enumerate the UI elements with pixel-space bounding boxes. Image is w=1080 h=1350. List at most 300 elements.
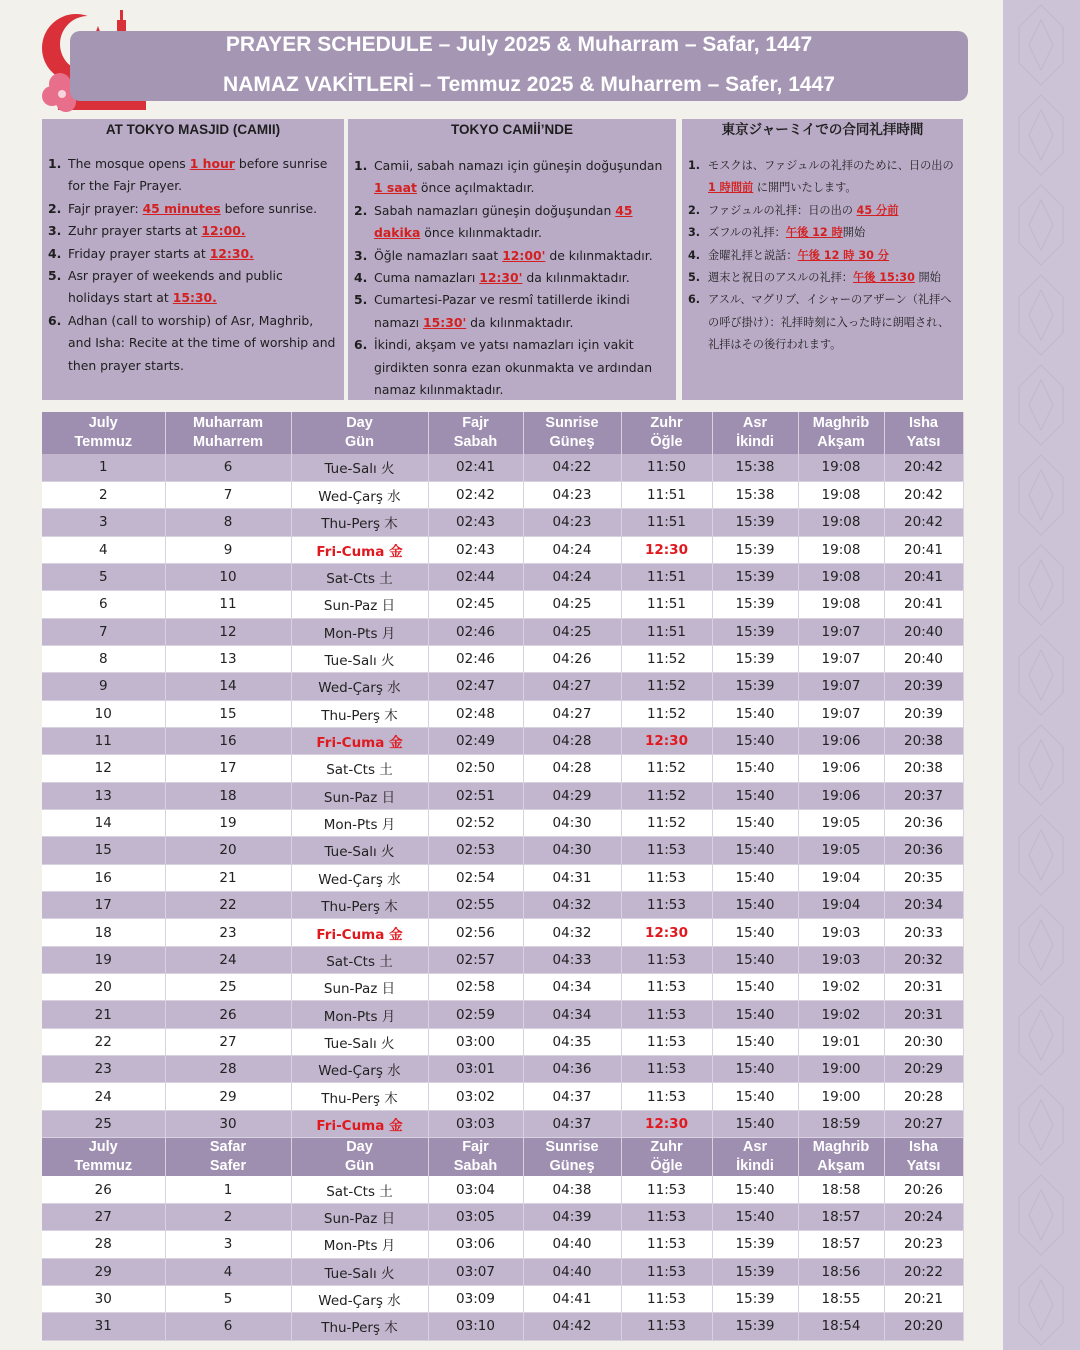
table-row <box>42 892 963 919</box>
zuhr-time-cell: 11:53 <box>621 1001 712 1028</box>
weekday-cell: Fri-Cuma 金 <box>291 727 428 754</box>
item-text <box>374 155 668 200</box>
asr-time-cell: 15:39 <box>712 645 798 672</box>
sunrise-time-cell: 04:32 <box>523 892 621 919</box>
item-text-segment: Cumartesi-Pazar ve resmî tatillerde ikindi namazı <box>374 292 630 330</box>
header-turkish: Temmuz <box>74 1158 133 1175</box>
table-row <box>42 1028 963 1055</box>
table-row <box>42 727 963 754</box>
info-list-item <box>354 245 668 267</box>
hijri-day-cell: 12 <box>165 618 291 645</box>
isha-time-cell: 20:42 <box>884 509 963 536</box>
day-of-month-cell: 3 <box>42 509 165 536</box>
info-box-title: TOKYO CAMİİ’NDE <box>450 122 573 137</box>
item-text <box>374 245 653 267</box>
item-number: 5. <box>688 271 701 285</box>
info-list-item <box>354 334 668 401</box>
day-of-month-cell: 14 <box>42 809 165 836</box>
item-text <box>708 200 898 222</box>
item-number: 4. <box>354 270 368 286</box>
asr-time-cell: 15:40 <box>712 946 798 973</box>
asr-time-cell: 15:38 <box>712 481 798 508</box>
item-text-segment: Zuhr prayer starts at <box>68 223 202 239</box>
weekday-cell: Thu-Perş 木 <box>291 1313 428 1340</box>
header-turkish: Yatsı <box>906 1158 941 1175</box>
sunrise-time-cell: 04:29 <box>523 782 621 809</box>
table-row <box>42 1231 963 1258</box>
info-list-item <box>688 267 955 289</box>
asr-time-cell: 15:39 <box>712 536 798 563</box>
weekday-cell: Sun-Paz 日 <box>291 591 428 618</box>
header-turkish: Gün <box>345 434 374 450</box>
hijri-day-cell: 14 <box>165 673 291 700</box>
table-row <box>42 1258 963 1285</box>
fajr-time-cell: 02:51 <box>428 782 523 809</box>
day-of-month-cell: 17 <box>42 892 165 919</box>
item-text-segment: da kılınmaktadır. <box>466 314 574 330</box>
column-header-fajr-time <box>428 412 523 454</box>
sunrise-time-cell: 04:24 <box>523 536 621 563</box>
item-number: 6. <box>48 312 62 328</box>
info-box-english <box>42 119 344 400</box>
item-number: 3. <box>688 226 701 240</box>
isha-time-cell: 20:30 <box>884 1028 963 1055</box>
fajr-time-cell: 02:52 <box>428 809 523 836</box>
sunrise-time-cell: 04:30 <box>523 837 621 864</box>
sunrise-time-cell: 04:25 <box>523 618 621 645</box>
item-text <box>374 267 630 289</box>
header-english: Sunrise <box>545 1139 599 1156</box>
zuhr-time-cell: 12:30 <box>621 536 712 563</box>
column-header-hijri-day <box>165 412 291 454</box>
asr-time-cell: 15:40 <box>712 727 798 754</box>
day-of-month-cell: 9 <box>42 673 165 700</box>
column-header-sunrise-time <box>523 412 621 454</box>
asr-time-cell: 15:39 <box>712 1285 798 1312</box>
day-of-month-cell: 2 <box>42 481 165 508</box>
sunrise-time-cell: 04:25 <box>523 591 621 618</box>
item-text-segment: Sabah namazları güneşin doğuşundan <box>374 202 616 218</box>
table-row <box>42 782 963 809</box>
highlighted-time: 15:30' <box>423 314 467 330</box>
item-number: 3. <box>48 223 62 239</box>
maghrib-time-cell: 19:00 <box>798 1083 884 1110</box>
hijri-day-cell: 1 <box>165 1176 291 1203</box>
decorative-side-band <box>1003 0 1080 1350</box>
zuhr-time-cell: 11:53 <box>621 1231 712 1258</box>
isha-time-cell: 20:38 <box>884 727 963 754</box>
fajr-time-cell: 02:47 <box>428 673 523 700</box>
header-english: Day <box>346 415 373 431</box>
weekday-cell: Wed-Çarş 水 <box>291 1056 428 1083</box>
item-number: 4. <box>48 245 62 261</box>
maghrib-time-cell: 19:05 <box>798 809 884 836</box>
zuhr-time-cell: 11:52 <box>621 809 712 836</box>
header-english: Maghrib <box>812 1139 870 1156</box>
isha-time-cell: 20:36 <box>884 837 963 864</box>
fajr-time-cell: 02:56 <box>428 919 523 946</box>
zuhr-time-cell: 11:52 <box>621 645 712 672</box>
column-header-day-of-month <box>42 412 165 454</box>
highlighted-time: 45 dakika <box>374 202 633 241</box>
zuhr-time-cell: 11:51 <box>621 591 712 618</box>
table-header-row <box>42 412 963 454</box>
info-list-item <box>48 220 336 242</box>
info-box-title: AT TOKYO MASJID (CAMII) <box>105 122 281 137</box>
column-header-weekday <box>291 412 428 454</box>
asr-time-cell: 15:39 <box>712 1258 798 1285</box>
sunrise-time-cell: 04:39 <box>523 1203 621 1230</box>
item-text-segment: before sunrise. <box>220 200 318 216</box>
fajr-time-cell: 03:02 <box>428 1083 523 1110</box>
header-turkish: İkindi <box>736 1158 774 1175</box>
asr-time-cell: 15:40 <box>712 837 798 864</box>
asr-time-cell: 15:40 <box>712 974 798 1001</box>
weekday-cell: Sat-Cts 土 <box>291 1176 428 1203</box>
weekday-cell: Fri-Cuma 金 <box>291 919 428 946</box>
zuhr-time-cell: 12:30 <box>621 727 712 754</box>
weekday-cell: Sat-Cts 土 <box>291 563 428 590</box>
hijri-day-cell: 9 <box>165 536 291 563</box>
column-header-asr-time <box>712 412 798 454</box>
hijri-day-cell: 10 <box>165 563 291 590</box>
item-text <box>68 310 336 377</box>
isha-time-cell: 20:33 <box>884 919 963 946</box>
info-list-item <box>354 155 668 200</box>
fajr-time-cell: 02:42 <box>428 481 523 508</box>
item-text <box>708 222 865 244</box>
day-of-month-cell: 1 <box>42 454 165 481</box>
header-english: Asr <box>742 415 768 431</box>
maghrib-time-cell: 19:08 <box>798 536 884 563</box>
isha-time-cell: 20:34 <box>884 892 963 919</box>
item-text <box>68 198 317 220</box>
asr-time-cell: 15:39 <box>712 563 798 590</box>
isha-time-cell: 20:38 <box>884 755 963 782</box>
sunrise-time-cell: 04:22 <box>523 454 621 481</box>
hijri-day-cell: 23 <box>165 919 291 946</box>
column-header-hijri-day <box>165 1138 291 1177</box>
hijri-day-cell: 6 <box>165 1313 291 1340</box>
asr-time-cell: 15:40 <box>712 782 798 809</box>
weekday-cell: Sun-Paz 日 <box>291 974 428 1001</box>
item-text <box>68 265 336 310</box>
table-row <box>42 809 963 836</box>
hijri-day-cell: 24 <box>165 946 291 973</box>
column-header-day-of-month <box>42 1138 165 1177</box>
item-text-segment: Öğle namazları saat <box>374 247 503 263</box>
sunrise-time-cell: 04:24 <box>523 563 621 590</box>
day-of-month-cell: 13 <box>42 782 165 809</box>
item-text-segment: Asr prayer of weekends and public holidays start at <box>68 268 283 306</box>
hijri-day-cell: 29 <box>165 1083 291 1110</box>
header-english: Sunrise <box>545 415 599 431</box>
asr-time-cell: 15:40 <box>712 1001 798 1028</box>
day-of-month-cell: 21 <box>42 1001 165 1028</box>
zuhr-time-cell: 11:53 <box>621 1083 712 1110</box>
column-header-maghrib-time <box>798 1138 884 1177</box>
fajr-time-cell: 02:50 <box>428 755 523 782</box>
title-banner <box>70 31 968 101</box>
header-english: Zuhr <box>650 415 683 431</box>
info-list-item <box>688 200 955 222</box>
info-list-item <box>688 222 955 244</box>
info-list-item <box>48 153 336 198</box>
maghrib-time-cell: 19:02 <box>798 1001 884 1028</box>
table-row <box>42 837 963 864</box>
table-row <box>42 864 963 891</box>
info-box-japanese <box>682 119 963 400</box>
isha-time-cell: 20:31 <box>884 1001 963 1028</box>
table-row <box>42 591 963 618</box>
item-text-segment: ファジュルの礼拝：日の出の <box>708 203 857 217</box>
info-list <box>348 141 676 401</box>
item-text-segment: önce açılmaktadır. <box>416 180 535 196</box>
item-text-segment: 週末と祝日のアスルの礼拝： <box>708 271 853 285</box>
isha-time-cell: 20:40 <box>884 645 963 672</box>
hijri-day-cell: 13 <box>165 645 291 672</box>
highlighted-time: 12:00' <box>502 247 546 263</box>
maghrib-time-cell: 19:03 <box>798 946 884 973</box>
zuhr-time-cell: 11:53 <box>621 946 712 973</box>
header-turkish: İkindi <box>736 434 774 450</box>
item-text <box>708 267 941 289</box>
day-of-month-cell: 18 <box>42 919 165 946</box>
weekday-cell: Tue-Salı 火 <box>291 1028 428 1055</box>
asr-time-cell: 15:40 <box>712 1028 798 1055</box>
header-english: Maghrib <box>812 415 870 431</box>
maghrib-time-cell: 18:56 <box>798 1258 884 1285</box>
weekday-cell: Fri-Cuma 金 <box>291 536 428 563</box>
maghrib-time-cell: 18:55 <box>798 1285 884 1312</box>
maghrib-time-cell: 18:57 <box>798 1203 884 1230</box>
isha-time-cell: 20:41 <box>884 563 963 590</box>
isha-time-cell: 20:29 <box>884 1056 963 1083</box>
header-turkish: Yatsı <box>906 434 941 450</box>
item-text <box>708 155 955 200</box>
column-header-maghrib-time <box>798 412 884 454</box>
header-english: Muharram <box>192 415 264 431</box>
isha-time-cell: 20:26 <box>884 1176 963 1203</box>
maghrib-time-cell: 18:59 <box>798 1110 884 1137</box>
sunrise-time-cell: 04:36 <box>523 1056 621 1083</box>
weekday-cell: Tue-Salı 火 <box>291 837 428 864</box>
sunrise-time-cell: 04:34 <box>523 1001 621 1028</box>
item-text-segment: da kılınmaktadır. <box>522 270 630 286</box>
maghrib-time-cell: 19:08 <box>798 563 884 590</box>
day-of-month-cell: 22 <box>42 1028 165 1055</box>
weekday-cell: Tue-Salı 火 <box>291 454 428 481</box>
weekday-cell: Wed-Çarş 水 <box>291 673 428 700</box>
weekday-cell: Sat-Cts 土 <box>291 946 428 973</box>
item-text-segment: İkindi, akşam ve yatsı namazları için vakit girdikten sonra ezan okunmakta ve ardından namaz kılınmaktadır. <box>374 337 653 398</box>
prayer-times-table <box>42 412 964 1341</box>
maghrib-time-cell: 19:06 <box>798 727 884 754</box>
hijri-day-cell: 27 <box>165 1028 291 1055</box>
fajr-time-cell: 02:44 <box>428 563 523 590</box>
table-row <box>42 645 963 672</box>
fajr-time-cell: 02:41 <box>428 454 523 481</box>
fajr-time-cell: 03:01 <box>428 1056 523 1083</box>
day-of-month-cell: 30 <box>42 1285 165 1312</box>
day-of-month-cell: 29 <box>42 1258 165 1285</box>
zuhr-time-cell: 11:53 <box>621 892 712 919</box>
hijri-day-cell: 18 <box>165 782 291 809</box>
item-number: 5. <box>48 268 62 284</box>
maghrib-time-cell: 19:08 <box>798 481 884 508</box>
zuhr-time-cell: 11:53 <box>621 1313 712 1340</box>
item-text <box>374 200 668 245</box>
table-row <box>42 563 963 590</box>
zuhr-time-cell: 12:30 <box>621 919 712 946</box>
weekday-cell: Thu-Perş 木 <box>291 1083 428 1110</box>
maghrib-time-cell: 18:58 <box>798 1176 884 1203</box>
hijri-day-cell: 8 <box>165 509 291 536</box>
header-english: Fajr <box>462 415 489 431</box>
asr-time-cell: 15:40 <box>712 1110 798 1137</box>
zuhr-time-cell: 11:53 <box>621 1056 712 1083</box>
item-text-segment: de kılınmaktadır. <box>545 247 653 263</box>
sunrise-time-cell: 04:38 <box>523 1176 621 1203</box>
item-number: 3. <box>354 247 368 263</box>
table-row <box>42 536 963 563</box>
column-header-fajr-time <box>428 1138 523 1177</box>
header-english: July <box>88 415 118 431</box>
fajr-time-cell: 03:06 <box>428 1231 523 1258</box>
highlighted-time: 15:30. <box>172 290 217 306</box>
weekday-cell: Wed-Çarş 水 <box>291 1285 428 1312</box>
header-turkish: Gün <box>345 1158 374 1175</box>
page-title-english: PRAYER SCHEDULE – July 2025 & Muharram – Safar, 1447 <box>225 33 813 56</box>
table-row <box>42 454 963 481</box>
fajr-time-cell: 03:10 <box>428 1313 523 1340</box>
item-number: 2. <box>688 203 701 217</box>
day-of-month-cell: 24 <box>42 1083 165 1110</box>
highlighted-time: 45 minutes <box>142 200 221 216</box>
fajr-time-cell: 02:54 <box>428 864 523 891</box>
maghrib-time-cell: 18:57 <box>798 1231 884 1258</box>
column-header-zuhr-time <box>621 1138 712 1177</box>
hijri-day-cell: 25 <box>165 974 291 1001</box>
info-list-item <box>48 198 336 220</box>
zuhr-time-cell: 11:51 <box>621 509 712 536</box>
isha-time-cell: 20:39 <box>884 700 963 727</box>
isha-time-cell: 20:37 <box>884 782 963 809</box>
column-header-isha-time <box>884 1138 963 1177</box>
info-list <box>42 141 344 377</box>
sunrise-time-cell: 04:23 <box>523 509 621 536</box>
item-number: 5. <box>354 292 368 308</box>
table-row <box>42 1083 963 1110</box>
zuhr-time-cell: 11:52 <box>621 782 712 809</box>
table-row <box>42 700 963 727</box>
table-row <box>42 1001 963 1028</box>
item-text-segment: に開門いたします。 <box>753 181 857 195</box>
asr-time-cell: 15:38 <box>712 454 798 481</box>
hijri-day-cell: 17 <box>165 755 291 782</box>
item-text <box>708 289 955 356</box>
fajr-time-cell: 02:46 <box>428 645 523 672</box>
day-of-month-cell: 6 <box>42 591 165 618</box>
sunrise-time-cell: 04:42 <box>523 1313 621 1340</box>
sunrise-time-cell: 04:28 <box>523 755 621 782</box>
isha-time-cell: 20:35 <box>884 864 963 891</box>
weekday-cell: Mon-Pts 月 <box>291 809 428 836</box>
isha-time-cell: 20:28 <box>884 1083 963 1110</box>
info-list-item <box>48 310 336 377</box>
day-of-month-cell: 8 <box>42 645 165 672</box>
fajr-time-cell: 03:07 <box>428 1258 523 1285</box>
day-of-month-cell: 7 <box>42 618 165 645</box>
item-text-segment: before sunrise for the Fajr Prayer. <box>68 156 328 194</box>
info-list-item <box>688 289 955 356</box>
table-row <box>42 1176 963 1203</box>
info-list-item <box>48 265 336 310</box>
isha-time-cell: 20:21 <box>884 1285 963 1312</box>
zuhr-time-cell: 11:50 <box>621 454 712 481</box>
fajr-time-cell: 02:43 <box>428 509 523 536</box>
header-english: Safar <box>209 1139 247 1156</box>
day-of-month-cell: 19 <box>42 946 165 973</box>
sunrise-time-cell: 04:35 <box>523 1028 621 1055</box>
geometric-pattern-icon <box>1003 0 1080 1350</box>
header-turkish: Öğle <box>650 434 683 450</box>
highlighted-time: 午後 15:30 <box>853 271 915 285</box>
sunrise-time-cell: 04:41 <box>523 1285 621 1312</box>
fajr-time-cell: 02:45 <box>428 591 523 618</box>
weekday-cell: Thu-Perş 木 <box>291 892 428 919</box>
item-text-segment: 開始 <box>842 226 866 240</box>
day-of-month-cell: 12 <box>42 755 165 782</box>
zuhr-time-cell: 11:53 <box>621 837 712 864</box>
header-turkish: Öğle <box>650 1158 683 1175</box>
asr-time-cell: 15:39 <box>712 618 798 645</box>
item-text-segment: 金曜礼拝と説話： <box>708 248 798 262</box>
isha-time-cell: 20:32 <box>884 946 963 973</box>
zuhr-time-cell: 11:53 <box>621 1258 712 1285</box>
item-text-segment: ズフルの礼拝： <box>708 226 786 240</box>
weekday-cell: Thu-Perş 木 <box>291 509 428 536</box>
fajr-time-cell: 02:53 <box>428 837 523 864</box>
highlighted-time: 1 時間前 <box>708 181 754 195</box>
info-list-item <box>48 243 336 265</box>
day-of-month-cell: 28 <box>42 1231 165 1258</box>
isha-time-cell: 20:39 <box>884 673 963 700</box>
header-english: Asr <box>742 1139 768 1156</box>
weekday-cell: Sun-Paz 日 <box>291 782 428 809</box>
hijri-day-cell: 20 <box>165 837 291 864</box>
header-turkish: Akşam <box>817 434 865 450</box>
fajr-time-cell: 02:57 <box>428 946 523 973</box>
item-text-segment: Fajr prayer: <box>68 200 143 216</box>
item-number: 2. <box>48 200 62 216</box>
item-text-segment: アスル、マグリブ、イシャーのアザーン（礼拝への呼び掛け）：礼拝時刻に入った時に朗唱され、礼拝はその後行われます。 <box>708 293 952 352</box>
highlighted-time: 12:00. <box>201 223 246 239</box>
table-row <box>42 946 963 973</box>
weekday-cell: Wed-Çarş 水 <box>291 864 428 891</box>
weekday-cell: Mon-Pts 月 <box>291 1231 428 1258</box>
zuhr-time-cell: 11:52 <box>621 673 712 700</box>
table-row <box>42 1285 963 1312</box>
info-list-item <box>354 200 668 245</box>
table-row <box>42 1313 963 1340</box>
day-of-month-cell: 15 <box>42 837 165 864</box>
zuhr-time-cell: 11:53 <box>621 1028 712 1055</box>
item-number: 1. <box>354 158 368 173</box>
maghrib-time-cell: 19:05 <box>798 837 884 864</box>
asr-time-cell: 15:40 <box>712 809 798 836</box>
hijri-day-cell: 6 <box>165 454 291 481</box>
